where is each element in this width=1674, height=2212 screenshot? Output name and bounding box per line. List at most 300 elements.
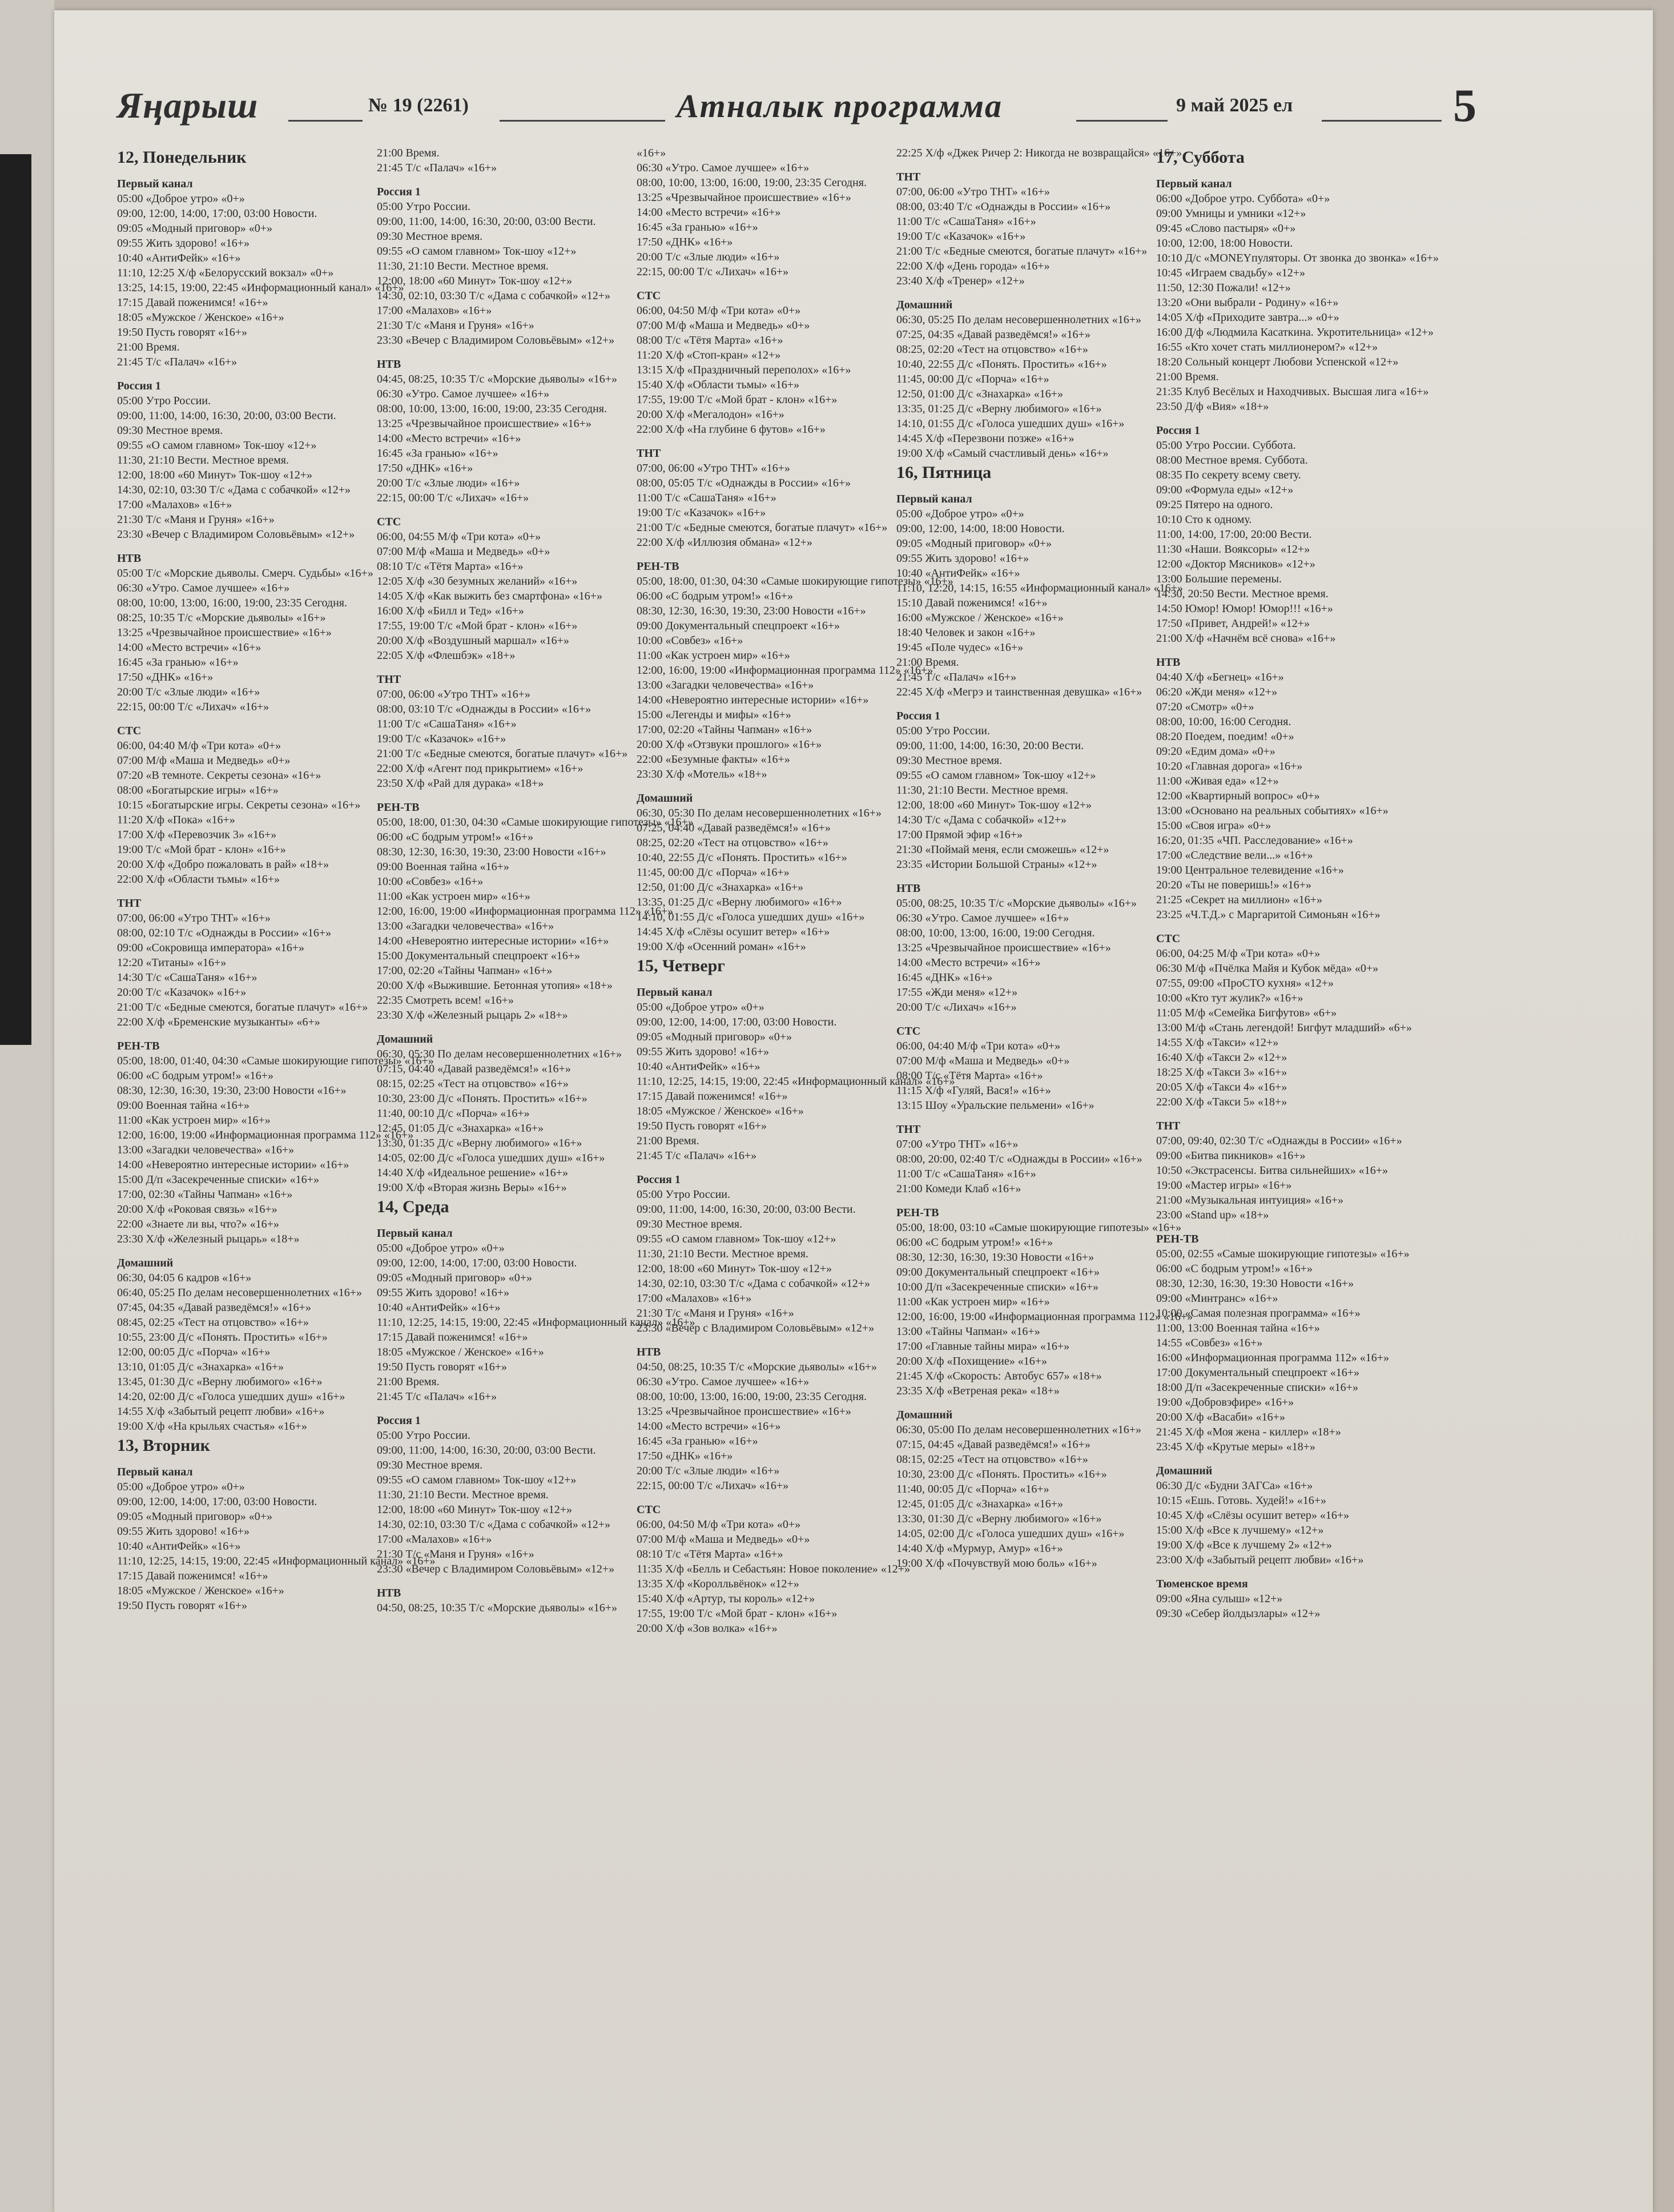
program-line: 11:45, 00:00 Д/с «Порча» «16+» [896, 373, 1049, 385]
program-line: 20:00 Х/ф «Похищение» «16+» [896, 1355, 1048, 1368]
program-line: 09:20 «Едим дома» «0+» [1156, 745, 1275, 758]
program-line: 09:05 «Модный приговор» «0+» [117, 222, 272, 235]
program-line: 08:00, 03:40 Т/с «Однажды в России» «16+» [896, 200, 1111, 213]
program-line: 17:50 «ДНК» «16+» [377, 462, 473, 474]
program-line: 05:00, 18:00, 01:40, 04:30 «Самые шокирующие гипотезы» «16+» [117, 1055, 434, 1067]
program-line: 16:45 «За гранью» «16+» [377, 447, 498, 460]
program-line: 06:20 «Жди меня» «12+» [1156, 686, 1278, 698]
program-line: 05:00, 18:00, 03:10 «Самые шокирующие гипотезы» «16+» [896, 1221, 1182, 1234]
program-line: 21:30 Т/с «Маня и Груня» «16+» [637, 1307, 794, 1320]
program-line: 20:00 Т/с «Казачок» «16+» [117, 986, 247, 999]
program-line: 14:05 Х/ф «Приходите завтра...» «0+» [1156, 311, 1339, 324]
program-line: 09:00, 12:00, 14:00, 17:00, 03:00 Новости. [637, 1016, 837, 1028]
program-line: 05:00 «Доброе утро» «0+» [896, 508, 1024, 520]
day-heading: 12, Понедельник [117, 148, 247, 167]
program-line: 16:45 «ДНК» «16+» [896, 971, 993, 984]
program-line: 17:55, 19:00 Т/с «Мой брат - клон» «16+» [637, 393, 838, 406]
program-line: 23:30 Х/ф «Железный рыцарь» «18+» [117, 1233, 300, 1245]
program-line: 11:30, 21:10 Вести. Местное время. [377, 260, 549, 272]
program-line: 05:00 «Доброе утро» «0+» [117, 1481, 245, 1493]
channel-name: НТВ [377, 358, 401, 371]
program-line: 21:00 Время. [377, 147, 440, 159]
dark-background-strip [0, 154, 31, 1045]
program-line: 05:00 Утро России. [377, 1429, 470, 1442]
program-line: 11:10, 12:25, 14:15, 19:00, 22:45 «Информационный канал» «16+» [117, 1555, 436, 1567]
program-line: 11:10, 12:25 Х/ф «Белорусский вокзал» «0+» [117, 267, 334, 279]
program-line: 16:45 «За гранью» «16+» [637, 221, 758, 234]
program-line: 14:05, 02:00 Д/с «Голоса ушедших душ» «16+» [377, 1152, 605, 1164]
program-line: 06:00 «Доброе утро. Суббота» «0+» [1156, 192, 1330, 205]
program-line: 21:00 Время. [117, 341, 180, 353]
program-line: 20:00 Х/ф «Роковая связь» «16+» [117, 1203, 277, 1216]
header-rule [1322, 120, 1442, 122]
program-line: 13:15 Х/ф «Праздничный переполох» «16+» [637, 364, 851, 376]
program-line: 08:45, 02:25 «Тест на отцовство» «16+» [117, 1316, 309, 1329]
program-line: 12:00, 18:00 «60 Минут» Ток-шоу «12+» [637, 1262, 832, 1275]
program-line: 10:50 «Экстрасенсы. Битва сильнейших» «16+» [1156, 1164, 1389, 1177]
program-line: 19:00 Т/с «Казачок» «16+» [377, 733, 506, 745]
program-line: 07:20 «В темноте. Секреты сезона» «16+» [117, 769, 321, 782]
program-line: 09:00 «Минтранс» «16+» [1156, 1292, 1278, 1305]
program-line: 09:05 «Модный приговор» «0+» [377, 1272, 532, 1284]
channel-name: СТС [637, 1503, 661, 1516]
program-line: 17:00 «Малахов» «16+» [117, 498, 232, 511]
channel-name: СТС [637, 289, 661, 302]
program-line: 08:30, 12:30, 16:30, 19:30, 23:00 Новости «16+» [377, 846, 606, 858]
program-line: 09:05 «Модный приговор» «0+» [637, 1031, 792, 1043]
program-line: 10:40 «АнтиФейк» «16+» [637, 1060, 760, 1073]
program-line: 15:10 Давай поженимся! «16+» [896, 597, 1048, 609]
program-line: 19:00 Т/с «Казачок» «16+» [896, 230, 1026, 243]
program-line: 13:10, 01:05 Д/с «Знахарка» «16+» [117, 1361, 284, 1373]
program-line: 08:25, 02:20 «Тест на отцовство» «16+» [896, 343, 1088, 356]
program-line: 21:00 Х/ф «Начнём всё снова» «16+» [1156, 632, 1336, 645]
channel-name: Домашний [117, 1257, 174, 1269]
program-line: 07:15, 04:40 «Давай разведёмся!» «16+» [377, 1063, 571, 1075]
program-line: 19:50 Пусть говорят «16+» [637, 1120, 767, 1132]
program-line: 14:10, 01:55 Д/с «Голоса ушедших душ» «16+» [896, 417, 1125, 430]
program-line: 21:30 «Поймай меня, если сможешь» «12+» [896, 843, 1109, 856]
program-line: 14:30 Т/с «СашаТаня» «16+» [117, 971, 257, 984]
program-line: 14:50 Юмор! Юмор! Юмор!!! «16+» [1156, 602, 1333, 615]
program-line: 19:00 Центральное телевидение «16+» [1156, 864, 1344, 876]
program-line: «16+» [637, 147, 666, 159]
program-line: 13:45, 01:30 Д/с «Верну любимого» «16+» [117, 1376, 323, 1388]
channel-name: Первый канал [1156, 178, 1232, 190]
program-line: 16:20, 01:35 «ЧП. Расследование» «16+» [1156, 834, 1353, 847]
program-line: 05:00, 02:55 «Самые шокирующие гипотезы» «16+» [1156, 1248, 1410, 1260]
program-line: 17:00 «Следствие вели...» «16+» [1156, 849, 1313, 862]
program-line: 06:30, 05:00 По делам несовершеннолетних «16+» [896, 1423, 1141, 1436]
program-line: 11:05 М/ф «Семейка Бигфутов» «6+» [1156, 1007, 1337, 1019]
program-line: 09:00 Военная тайна «16+» [117, 1099, 250, 1112]
program-line: 14:30, 20:50 Вести. Местное время. [1156, 588, 1329, 600]
program-line: 21:25 «Секрет на миллион» «16+» [1156, 894, 1322, 906]
program-line: 09:05 «Модный приговор» «0+» [896, 537, 1052, 550]
program-line: 13:25 «Чрезвычайное происшествие» «16+» [896, 942, 1111, 954]
program-line: 09:00 «Яна сулыш» «12+» [1156, 1592, 1283, 1605]
program-line: 06:00 «С бодрым утром!» «16+» [1156, 1262, 1313, 1275]
program-line: 22:00 Х/ф «На глубине 6 футов» «16+» [637, 423, 826, 436]
program-line: 05:00 Утро России. [896, 725, 990, 737]
day-heading: 17, Суббота [1156, 148, 1245, 167]
program-line: 08:00, 10:00, 13:00, 16:00, 19:00, 23:35 Сегодня. [637, 176, 867, 189]
program-line: 19:00 Х/ф «Вторая жизнь Веры» «16+» [377, 1181, 567, 1194]
program-line: 09:00, 12:00, 14:00, 17:00, 03:00 Новости. [377, 1257, 577, 1269]
program-line: 09:00, 12:00, 14:00, 17:00, 03:00 Новости. [117, 1495, 317, 1508]
program-line: 09:55 Жить здорово! «16+» [377, 1286, 510, 1299]
program-line: 22:15, 00:00 Т/с «Лихач» «16+» [117, 701, 269, 713]
program-line: 21:30 Т/с «Маня и Груня» «16+» [117, 513, 275, 526]
program-line: 06:40, 05:25 По делам несовершеннолетних «16+» [117, 1286, 362, 1299]
program-line: 23:35 Х/ф «Ветреная река» «18+» [896, 1385, 1060, 1397]
program-line: 17:15 Давай поженимся! «16+» [377, 1331, 528, 1344]
program-line: 14:30, 02:10, 03:30 Т/с «Дама с собачкой» «12+» [117, 484, 351, 496]
program-line: 11:10, 12:25, 14:15, 19:00, 22:45 «Информационный канал» «16+» [637, 1075, 955, 1088]
program-line: 08:00 Т/с «Тётя Марта» «16+» [896, 1069, 1043, 1082]
program-line: 12:00 «Доктор Мясников» «12+» [1156, 558, 1315, 570]
channel-name: Первый канал [637, 986, 713, 999]
program-line: 14:30, 02:10, 03:30 Т/с «Дама с собачкой» «12+» [377, 289, 610, 302]
program-line: 21:45 Т/с «Палач» «16+» [377, 1390, 497, 1403]
channel-name: СТС [377, 516, 401, 528]
program-line: 14:05, 02:00 Д/с «Голоса ушедших душ» «16+» [896, 1527, 1125, 1540]
program-line: 09:30 Местное время. [896, 754, 1003, 767]
channel-name: Россия 1 [377, 1414, 421, 1427]
program-line: 20:00 Т/с «Злые люди» «16+» [377, 477, 520, 489]
program-line: 04:50, 08:25, 10:35 Т/с «Морские дьяволы» «16+» [637, 1361, 878, 1373]
program-line: 06:00, 04:50 М/ф «Три кота» «0+» [637, 304, 801, 317]
header-rule [288, 120, 363, 122]
program-line: 18:25 Х/ф «Такси 3» «16+» [1156, 1066, 1287, 1079]
program-line: 17:50 «ДНК» «16+» [637, 1450, 733, 1462]
program-line: 11:30 «Наши. Вояксоры» «12+» [1156, 543, 1310, 556]
program-line: 17:00, 02:20 «Тайны Чапман» «16+» [637, 723, 812, 736]
program-line: 11:45, 00:00 Д/с «Порча» «16+» [637, 866, 790, 879]
channel-name: Россия 1 [637, 1173, 681, 1186]
program-line: 12:00, 18:00 «60 Минут» Ток-шоу «12+» [377, 275, 573, 287]
program-line: 20:00 Т/с «Злые люди» «16+» [637, 251, 780, 263]
program-line: 07:00 М/ф «Маша и Медведь» «0+» [637, 1533, 810, 1546]
program-line: 18:05 «Мужское / Женское» «16+» [117, 311, 284, 324]
program-line: 10:10 Д/с «MONEYпуляторы. От звонка до звонка» «16+» [1156, 252, 1439, 264]
program-line: 10:40 «АнтиФейк» «16+» [117, 1540, 241, 1553]
program-line: 17:55, 19:00 Т/с «Мой брат - клон» «16+» [637, 1607, 838, 1620]
channel-name: Домашний [377, 1033, 433, 1045]
program-line: 13:25 «Чрезвычайное происшествие» «16+» [117, 626, 332, 639]
channel-name: РЕН-ТВ [1156, 1233, 1199, 1245]
program-line: 11:15 Х/ф «Гуляй, Вася!» «16+» [896, 1084, 1051, 1097]
channel-name: НТВ [377, 1587, 401, 1599]
program-line: 11:50, 12:30 Пожали! «12+» [1156, 281, 1291, 294]
program-line: 10:00 «Совбез» «16+» [377, 875, 484, 888]
program-line: 15:00 «Своя игра» «0+» [1156, 819, 1271, 832]
program-line: 10:40 «АнтиФейк» «16+» [117, 252, 241, 264]
day-heading: 16, Пятница [896, 463, 992, 482]
program-line: 17:00 «Главные тайны мира» «16+» [896, 1340, 1070, 1353]
program-line: 18:40 Человек и закон «16+» [896, 626, 1036, 639]
program-line: 10:30, 23:00 Д/с «Понять. Простить» «16+» [377, 1092, 587, 1105]
channel-name: Домашний [896, 299, 953, 311]
program-line: 09:55 «О самом главном» Ток-шоу «12+» [377, 245, 577, 258]
program-line: 09:55 «О самом главном» Ток-шоу «12+» [637, 1233, 836, 1245]
program-line: 23:45 Х/ф «Крутые меры» «18+» [1156, 1441, 1315, 1453]
program-line: 12:00, 16:00, 19:00 «Информационная программа 112» «16+» [637, 664, 933, 677]
program-line: 22:15, 00:00 Т/с «Лихач» «16+» [637, 1479, 789, 1492]
channel-name: ТНТ [896, 171, 921, 183]
channel-name: Россия 1 [1156, 424, 1200, 437]
program-line: 20:20 «Ты не поверишь!» «16+» [1156, 879, 1311, 891]
program-line: 19:00 Х/ф «Все к лучшему 2» «12+» [1156, 1539, 1332, 1551]
program-line: 11:20 Х/ф «Стоп-кран» «12+» [637, 349, 781, 361]
program-line: 09:00, 11:00, 14:00, 16:30, 20:00 Вести. [896, 739, 1084, 752]
program-line: 09:55 Жить здорово! «16+» [637, 1045, 770, 1058]
program-line: 20:00 Х/ф «Добро пожаловать в рай» «18+» [117, 858, 329, 871]
program-line: 04:40 Х/ф «Бегнец» «16+» [1156, 671, 1284, 683]
program-line: 16:55 «Кто хочет стать миллионером?» «12+» [1156, 341, 1378, 353]
program-line: 05:00 «Доброе утро» «0+» [117, 192, 245, 205]
program-line: 23:30 «Вечер с Владимиром Соловьёвым» «12+» [117, 528, 355, 541]
program-line: 20:00 Т/с «Лихач» «16+» [896, 1001, 1017, 1014]
channel-name: НТВ [637, 1346, 661, 1358]
program-line: 08:15, 02:25 «Тест на отцовство» «16+» [377, 1077, 569, 1090]
program-line: 10:30, 23:00 Д/с «Понять. Простить» «16+» [896, 1468, 1107, 1481]
channel-name: Домашний [637, 792, 693, 805]
program-line: 11:40, 00:10 Д/с «Порча» «16+» [377, 1107, 530, 1120]
program-line: 20:00 Х/ф «Отзвуки прошлого» «16+» [637, 738, 822, 751]
channel-name: РЕН-ТВ [637, 560, 679, 573]
program-line: 21:00 Т/с «Бедные смеются, богатые плачут» «16+» [896, 245, 1148, 258]
program-line: 17:00, 02:20 «Тайны Чапман» «16+» [377, 964, 553, 977]
program-line: 13:35, 01:25 Д/с «Верну любимого» «16+» [637, 896, 842, 908]
program-line: 05:00, 18:00, 01:30, 04:30 «Самые шокирующие гипотезы» «16+» [637, 575, 953, 588]
channel-name: ТНТ [117, 897, 142, 910]
program-line: 13:25 «Чрезвычайное происшествие» «16+» [637, 191, 851, 204]
channel-name: Тюменское время [1156, 1578, 1248, 1590]
program-line: 06:00 «С бодрым утром!» «16+» [377, 831, 533, 843]
program-line: 23:40 Х/ф «Тренер» «12+» [896, 275, 1025, 287]
program-line: 14:00 «Место встречи» «16+» [377, 432, 521, 445]
program-line: 08:00, 20:00, 02:40 Т/с «Однажды в России» «16+» [896, 1153, 1142, 1165]
program-line: 15:40 Х/ф «Области тьмы» «16+» [637, 379, 800, 391]
program-line: 14:20, 02:00 Д/с «Голоса ушедших душ» «16+» [117, 1390, 345, 1403]
program-line: 06:30 «Утро. Самое лучшее» «16+» [117, 582, 290, 594]
program-line: 06:00, 04:40 М/ф «Три кота» «0+» [117, 739, 281, 752]
program-line: 21:00 Т/с «Бедные смеются, богатые плачут» «16+» [377, 747, 628, 760]
channel-name: НТВ [117, 552, 142, 565]
program-line: 08:00 «Богатырские игры» «16+» [117, 784, 279, 797]
program-line: 08:10 Т/с «Тётя Марта» «16+» [637, 1548, 783, 1561]
program-line: 06:00 «С бодрым утром!» «16+» [117, 1069, 273, 1082]
program-line: 21:00 Т/с «Бедные смеются, богатые плачут» «16+» [637, 521, 888, 534]
program-line: 17:00 Х/ф «Перевозчик 3» «16+» [117, 829, 277, 841]
program-line: 18:20 Сольный концерт Любови Успенской «12+» [1156, 356, 1399, 368]
program-line: 09:30 Местное время. [637, 1218, 743, 1230]
program-line: 14:45 Х/ф «Перезвони позже» «16+» [896, 432, 1075, 445]
program-line: 21:00 Время. [637, 1135, 699, 1147]
program-line: 04:50, 08:25, 10:35 Т/с «Морские дьяволы» «16+» [377, 1602, 618, 1614]
schedule-column [896, 146, 1193, 2047]
program-line: 10:10 Сто к одному. [1156, 513, 1252, 526]
channel-name: ТНТ [1156, 1120, 1181, 1132]
program-line: 23:25 «Ч.Т.Д.» с Маргаритой Симоньян «16+» [1156, 908, 1381, 921]
program-line: 11:20 Х/ф «Пока» «16+» [117, 814, 235, 826]
program-line: 21:30 Т/с «Маня и Груня» «16+» [377, 1548, 534, 1561]
program-line: 11:00 Т/с «СашаТаня» «16+» [377, 718, 517, 730]
program-line: 09:00, 12:00, 14:00, 18:00 Новости. [896, 522, 1065, 535]
program-line: 08:00, 10:00, 13:00, 16:00, 19:00, 23:35 Сегодня. [377, 403, 607, 415]
program-line: 17:00 Прямой эфир «16+» [896, 829, 1023, 841]
program-line: 11:00 «Как устроен мир» «16+» [637, 649, 790, 662]
program-line: 14:00 «Невероятно интересные истории» «16+» [117, 1159, 349, 1171]
program-line: 13:25 «Чрезвычайное происшествие» «16+» [637, 1405, 851, 1418]
program-line: 13:35 Х/ф «Королльвёнок» «12+» [637, 1578, 799, 1590]
program-line: 09:00, 11:00, 14:00, 16:30, 20:00, 03:00 Вести. [637, 1203, 856, 1216]
program-line: 14:00 «Место встречи» «16+» [896, 956, 1041, 969]
program-line: 08:35 По секрету всему свету. [1156, 469, 1301, 481]
program-line: 09:00, 11:00, 14:00, 16:30, 20:00, 03:00 Вести. [377, 1444, 596, 1457]
day-heading: 14, Среда [377, 1197, 449, 1216]
program-line: 06:00, 04:55 М/ф «Три кота» «0+» [377, 530, 541, 543]
program-line: 13:00 «Тайны Чапман» «16+» [896, 1325, 1040, 1338]
program-line: 17:15 Давай поженимся! «16+» [637, 1090, 788, 1103]
channel-name: Первый канал [896, 493, 972, 505]
program-line: 10:15 «Ешь. Готовь. Худей!» «16+» [1156, 1494, 1326, 1507]
program-line: 18:05 «Мужское / Женское» «16+» [117, 1584, 284, 1597]
program-line: 08:00, 10:00, 16:00 Сегодня. [1156, 715, 1291, 728]
program-line: 07:00 «Утро ТНТ» «16+» [896, 1138, 1019, 1151]
program-line: 21:45 Т/с «Палач» «16+» [117, 356, 238, 368]
program-line: 17:00 «Малахов» «16+» [377, 304, 492, 317]
program-line: 11:00 «Живая еда» «12+» [1156, 775, 1279, 787]
program-line: 11:30, 21:10 Вести. Местное время. [117, 454, 289, 466]
program-line: 11:00 Т/с «СашаТаня» «16+» [637, 492, 776, 504]
program-line: 15:40 Х/ф «Артур, ты король» «12+» [637, 1592, 815, 1605]
program-line: 07:00, 09:40, 02:30 Т/с «Однажды в России» «16+» [1156, 1135, 1402, 1147]
program-line: 22:00 Х/ф «Бременские музыканты» «6+» [117, 1016, 320, 1028]
program-line: 14:55 Х/ф «Такси» «12+» [1156, 1036, 1279, 1049]
program-line: 10:20 «Главная дорога» «16+» [1156, 760, 1303, 773]
program-line: 14:00 «Невероятно интересные истории» «16+» [377, 935, 609, 947]
program-line: 12:50, 01:00 Д/с «Знахарка» «16+» [896, 388, 1063, 400]
program-line: 08:00, 03:10 Т/с «Однажды в России» «16+» [377, 703, 591, 715]
channel-name: СТС [896, 1025, 921, 1037]
program-line: 19:00 Х/ф «Самый счастливый день» «16+» [896, 447, 1109, 460]
program-line: 10:00, 12:00, 18:00 Новости. [1156, 237, 1293, 250]
channel-name: РЕН-ТВ [896, 1206, 939, 1219]
program-line: 22:00 Х/ф «Иллюзия обмана» «12+» [637, 536, 812, 549]
program-line: 11:00 «Как устроен мир» «16+» [117, 1114, 271, 1127]
program-line: 17:50 «Привет, Андрей!» «12+» [1156, 617, 1310, 630]
program-line: 16:45 «За гранью» «16+» [117, 656, 239, 669]
program-line: 06:30 «Утро. Самое лучшее» «16+» [637, 1376, 810, 1388]
program-line: 19:00 «Мастер игры» «16+» [1156, 1179, 1292, 1192]
program-line: 06:00, 04:50 М/ф «Три кота» «0+» [637, 1518, 801, 1531]
program-line: 14:55 Х/ф «Забытый рецепт любви» «16+» [117, 1405, 325, 1418]
program-line: 14:45 Х/ф «Слёзы осушит ветер» «16+» [637, 926, 830, 938]
channel-name: Домашний [896, 1409, 953, 1421]
program-line: 13:00 «Загадки человечества» «16+» [637, 679, 814, 691]
program-line: 08:10 Т/с «Тётя Марта» «16+» [377, 560, 524, 573]
program-line: 06:00 «С бодрым утром!» «16+» [637, 590, 793, 602]
program-line: 12:45, 01:05 Д/с «Знахарка» «16+» [377, 1122, 544, 1135]
program-line: 20:00 Х/ф «Зов волка» «16+» [637, 1622, 778, 1635]
program-line: 12:45, 01:05 Д/с «Знахарка» «16+» [896, 1498, 1063, 1510]
program-line: 05:00 Утро России. Суббота. [1156, 439, 1296, 452]
program-line: 17:00, 02:30 «Тайны Чапман» «16+» [117, 1188, 293, 1201]
program-line: 16:00 Х/ф «Билл и Тед» «16+» [377, 605, 524, 617]
program-line: 13:15 Шоу «Уральские пельмени» «16+» [896, 1099, 1094, 1112]
program-line: 21:45 Т/с «Палач» «16+» [377, 162, 497, 174]
program-line: 15:00 Д/п «Засекреченные списки» «16+» [117, 1173, 319, 1186]
program-line: 06:30 «Утро. Самое лучшее» «16+» [637, 162, 810, 174]
program-line: 09:00 «Формула еды» «12+» [1156, 484, 1294, 496]
program-line: 23:30 Х/ф «Железный рыцарь 2» «18+» [377, 1009, 568, 1021]
program-line: 10:00 «Кто тут жулик?» «16+» [1156, 992, 1303, 1004]
program-line: 14:00 «Место встречи» «16+» [637, 1420, 781, 1433]
program-line: 08:00, 10:00, 13:00, 16:00, 19:00, 23:35 Сегодня. [117, 597, 348, 609]
program-line: 13:25 «Чрезвычайное происшествие» «16+» [377, 417, 591, 430]
program-line: 22:35 Смотреть всем! «16+» [377, 994, 514, 1007]
program-line: 23:35 «Истории Большой Страны» «12+» [896, 858, 1097, 871]
program-line: 16:40 Х/ф «Такси 2» «12+» [1156, 1051, 1287, 1064]
program-line: 22:05 Х/ф «Флешбэк» «18+» [377, 649, 516, 662]
program-line: 14:30, 02:10, 03:30 Т/с «Дама с собачкой» «12+» [377, 1518, 610, 1531]
program-line: 16:00 «Мужское / Женское» «16+» [896, 612, 1064, 624]
channel-name: Первый канал [117, 1466, 193, 1478]
page-header [117, 79, 1476, 136]
program-line: 12:00 «Квартирный вопрос» «0+» [1156, 790, 1320, 802]
program-line: 07:45, 04:35 «Давай разведёмся!» «16+» [117, 1301, 311, 1314]
program-line: 06:30, 04:05 6 кадров «16+» [117, 1272, 252, 1284]
header-rule [1076, 120, 1168, 122]
program-line: 13:35, 01:25 Д/с «Верну любимого» «16+» [896, 403, 1102, 415]
program-line: 22:00 Х/ф «Области тьмы» «16+» [117, 873, 280, 886]
program-line: 22:00 Х/ф «День города» «16+» [896, 260, 1050, 272]
program-line: 20:05 Х/ф «Такси 4» «16+» [1156, 1081, 1287, 1093]
program-line: 19:00 Х/ф «Почувствуй мою боль» «16+» [896, 1557, 1097, 1570]
program-line: 19:00 Т/с «Мой брат - клон» «16+» [117, 843, 286, 856]
program-line: 13:00 Большие перемены. [1156, 573, 1282, 585]
program-line: 08:00, 05:05 Т/с «Однажды в России» «16+» [637, 477, 851, 489]
program-line: 12:50, 01:00 Д/с «Знахарка» «16+» [637, 881, 803, 894]
program-line: 14:40 Х/ф «Идеальное решение» «16+» [377, 1167, 568, 1179]
program-line: 06:00, 04:40 М/ф «Три кота» «0+» [896, 1040, 1061, 1052]
channel-name: Россия 1 [896, 710, 940, 722]
program-line: 05:00, 18:00, 01:30, 04:30 «Самые шокирующие гипотезы» «16+» [377, 816, 694, 829]
program-line: 05:00 Утро России. [117, 395, 211, 407]
program-line: 16:00 «Информационная программа 112» «16+» [1156, 1352, 1390, 1364]
program-line: 13:25, 14:15, 19:00, 22:45 «Информационный канал» «16+» [117, 281, 404, 294]
channel-name: Первый канал [117, 178, 193, 190]
program-line: 12:00, 00:05 Д/с «Порча» «16+» [117, 1346, 271, 1358]
program-line: 09:05 «Модный приговор» «0+» [117, 1510, 272, 1523]
program-line: 12:05 Х/ф «30 безумных желаний» «16+» [377, 575, 578, 588]
program-line: 13:00 М/ф «Стань легендой! Бигфут младший» «6+» [1156, 1021, 1412, 1034]
program-line: 19:00 Т/с «Казачок» «16+» [637, 506, 766, 519]
program-line: 23:00 «Stand up» «18+» [1156, 1209, 1269, 1221]
program-line: 09:30 Местное время. [117, 424, 223, 437]
program-line: 13:20 «Они выбрали - Родину» «16+» [1156, 296, 1339, 309]
program-line: 09:30 Местное время. [377, 230, 483, 243]
program-line: 09:00 Военная тайна «16+» [377, 860, 509, 873]
program-line: 12:00, 16:00, 19:00 «Информационная программа 112» «16+» [896, 1310, 1193, 1323]
program-line: 17:55, 19:00 Т/с «Мой брат - клон» «16+» [377, 620, 578, 632]
program-line: 13:00 «Загадки человечества» «16+» [377, 920, 554, 932]
channel-name: Россия 1 [117, 380, 161, 392]
program-line: 21:45 Т/с «Палач» «16+» [637, 1149, 757, 1162]
program-line: 11:00 Т/с «СашаТаня» «16+» [896, 215, 1036, 228]
